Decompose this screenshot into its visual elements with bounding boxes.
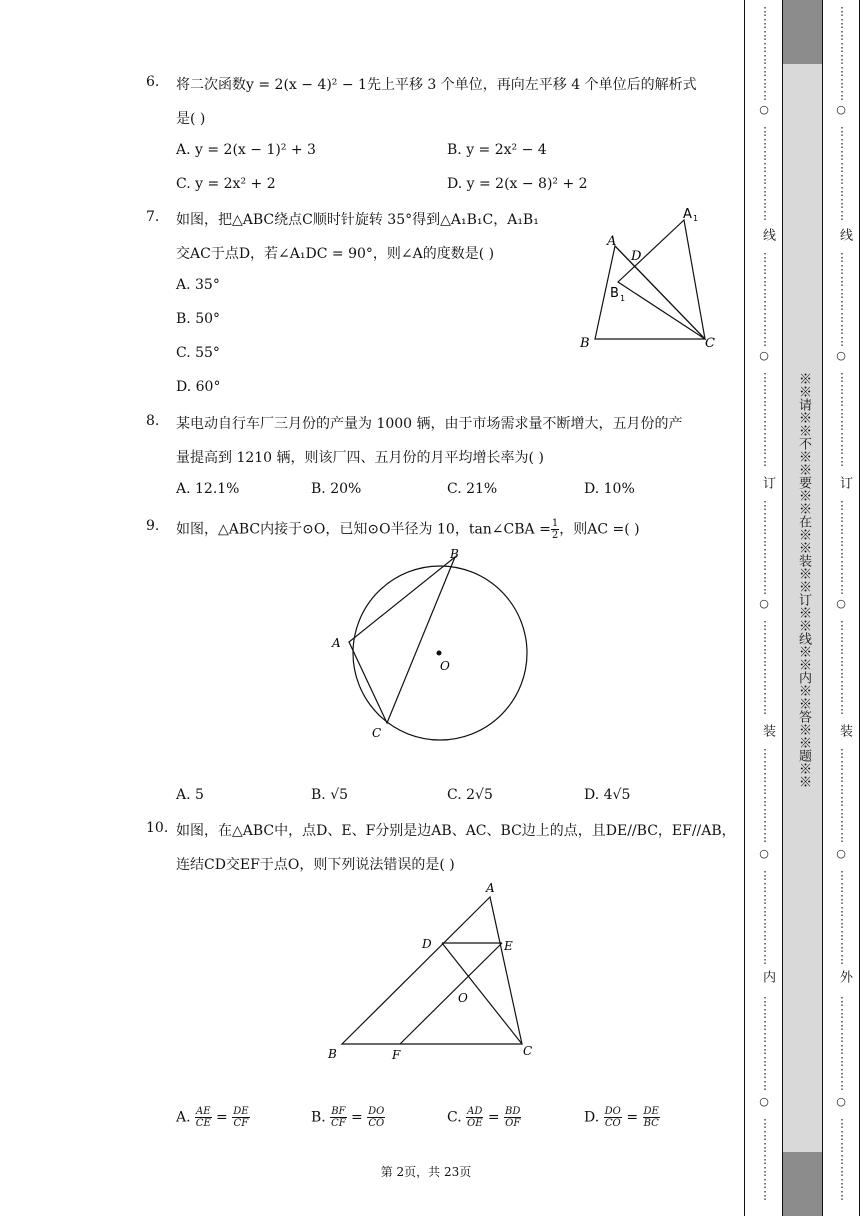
binding-outer-circle-4: ○	[836, 847, 846, 860]
q10-option-a-frac1-den: CE	[195, 1118, 211, 1129]
q6-number: 6.	[146, 74, 160, 90]
q9-stem-text-b: ，则AC =( )	[559, 521, 640, 538]
q9-label-a: A	[332, 636, 341, 650]
binding-warning-text: ※※请※※不※※要※※在※※装※※订※※线※※内※※答※※题※※	[796, 372, 811, 788]
q10-segment-cd	[442, 943, 522, 1044]
q8-option-a: A. 12.1%	[176, 481, 240, 497]
q10-label-b: B	[328, 1047, 337, 1061]
binding-outer-dots-1: ⋮ ⋮ ⋮ ⋮ ⋮ ⋮ ⋮ ⋮	[836, 5, 848, 102]
q10-option-b-frac2-den: CO	[368, 1118, 385, 1129]
binding-border-mid-right	[822, 0, 823, 1216]
binding-inner-label-ding: 订	[760, 476, 775, 489]
q10-label-c: C	[523, 1044, 533, 1058]
q10-stem-line2: 连结CD交EF于点O，则下列说法错误的是( )	[176, 857, 455, 873]
page-footer: 第 2页，共 23页	[380, 1165, 472, 1179]
q7-label-a1-sub: 1	[693, 214, 699, 223]
q10-label-a: A	[486, 881, 495, 895]
q6-option-a: A. y = 2(x − 1)² + 3	[176, 142, 316, 158]
binding-outer-label-ding: 订	[837, 476, 852, 489]
q7-option-c: C. 55°	[176, 345, 220, 361]
q7-label-b1-sub: 1	[620, 294, 626, 303]
q10-option-b	[311, 1106, 385, 1129]
q9-figure	[320, 548, 540, 748]
q8-stem-line1: 某电动自行车厂三月份的产量为 1000 辆，由于市场需求量不断增大，五月份的产	[176, 416, 683, 432]
binding-inner-circle-2: ○	[759, 349, 769, 362]
binding-outer-label-zhuang: 装	[837, 724, 852, 737]
q9-option-b: B. √5	[311, 787, 349, 803]
q10-option-b-equals: =	[350, 1109, 363, 1126]
q7-label-b1: B	[610, 286, 619, 301]
q8-stem-line2: 量提高到 1210 辆，则该厂四、五月份的月平均增长率为( )	[176, 450, 544, 466]
q10-option-d-frac1-num: DO	[604, 1106, 621, 1117]
q9-option-a: A. 5	[176, 787, 204, 803]
binding-outer-circle-3: ○	[836, 597, 846, 610]
q10-option-c-letter: C.	[447, 1109, 462, 1126]
binding-outer-dots-5: ⋮ ⋮ ⋮ ⋮ ⋮ ⋮ ⋮ ⋮	[836, 499, 848, 596]
q10-label-f: F	[392, 1048, 401, 1062]
binding-border-left	[744, 0, 745, 1216]
binding-outer-dots-2: ⋮ ⋮ ⋮ ⋮ ⋮ ⋮ ⋮ ⋮	[836, 125, 848, 222]
binding-inner-dots-6: ⋮ ⋮ ⋮ ⋮ ⋮ ⋮ ⋮ ⋮	[759, 619, 771, 716]
q10-option-c-frac1-den: OE	[467, 1118, 483, 1129]
q10-option-d-frac2-den: BC	[643, 1118, 659, 1129]
q10-option-d	[584, 1106, 660, 1129]
binding-outer-dots-4: ⋮ ⋮ ⋮ ⋮ ⋮ ⋮ ⋮ ⋮	[836, 371, 848, 468]
binding-inner-dots-8: ⋮ ⋮ ⋮ ⋮ ⋮ ⋮ ⋮ ⋮	[759, 869, 771, 966]
q10-option-a-frac2-den: CF	[233, 1118, 249, 1129]
binding-strip	[744, 0, 860, 1216]
q10-option-b-frac1-den: CF	[331, 1118, 346, 1129]
binding-outer-dots-3: ⋮ ⋮ ⋮ ⋮ ⋮ ⋮ ⋮ ⋮	[836, 251, 848, 348]
q10-option-b-frac1	[330, 1106, 346, 1129]
q9-label-c: C	[372, 726, 382, 740]
q10-option-c-frac2	[504, 1106, 521, 1129]
q9-label-o: O	[440, 659, 450, 673]
binding-inner-circle-5: ○	[759, 1095, 769, 1108]
q9-triangle-abc	[349, 557, 455, 723]
q8-option-c: C. 21%	[447, 481, 498, 497]
q10-option-a-frac1	[195, 1106, 212, 1129]
q10-label-d: D	[422, 937, 432, 951]
q10-option-a-frac2-num: DE	[233, 1106, 249, 1117]
q10-triangle-abc	[342, 897, 522, 1044]
q10-option-a-frac1-num: AE	[196, 1106, 211, 1117]
binding-inner-circle-4: ○	[759, 847, 769, 860]
binding-outer-dots-9: ⋮ ⋮ ⋮ ⋮ ⋮ ⋮ ⋮ ⋮	[836, 995, 848, 1092]
q10-option-c-frac2-den: OF	[505, 1118, 521, 1129]
q9-fraction	[551, 518, 559, 541]
q10-option-a-frac2	[232, 1106, 249, 1129]
binding-inner-circle-3: ○	[759, 597, 769, 610]
q10-option-a-equals: =	[216, 1109, 228, 1126]
binding-outer-circle-1: ○	[836, 103, 846, 116]
q7-option-d: D. 60°	[176, 379, 221, 395]
binding-inner-label-xian: 线	[760, 228, 775, 241]
q9-label-b: B	[450, 548, 459, 561]
q6-stem-line1: 将二次函数y = 2(x − 4)² − 1先上平移 3 个单位，再向左平移 4 个单位后的解析式	[176, 77, 697, 93]
q10-option-c-equals: =	[487, 1109, 500, 1126]
binding-inner-dots-10: ⋮ ⋮ ⋮ ⋮ ⋮ ⋮ ⋮	[759, 1117, 771, 1202]
q10-option-d-equals: =	[626, 1109, 639, 1126]
q10-option-c	[447, 1106, 521, 1129]
binding-inner-label-nei: 内	[760, 970, 775, 983]
q9-number: 9.	[146, 518, 160, 534]
q10-option-b-letter: B.	[311, 1109, 326, 1126]
binding-inner-dots-3: ⋮ ⋮ ⋮ ⋮ ⋮ ⋮ ⋮ ⋮	[759, 251, 771, 348]
q7-stem-line1: 如图，把△ABC绕点C顺时针旋转 35°得到△A₁B₁C，A₁B₁	[176, 212, 539, 228]
q10-option-c-frac1	[466, 1106, 483, 1129]
q7-option-a: A. 35°	[176, 277, 220, 293]
q9-stem-line1	[176, 518, 640, 541]
binding-dark-block-bottom	[783, 1152, 822, 1216]
q10-number: 10.	[146, 820, 169, 836]
q7-option-b: B. 50°	[176, 311, 221, 327]
q9-option-c: C. 2√5	[447, 787, 493, 803]
q9-fraction-denominator: 2	[551, 530, 559, 541]
binding-dark-block-top	[783, 0, 822, 64]
q7-triangle-a1b1c	[618, 220, 705, 339]
binding-inner-dots-9: ⋮ ⋮ ⋮ ⋮ ⋮ ⋮ ⋮ ⋮	[759, 995, 771, 1092]
q10-label-o: O	[458, 991, 468, 1005]
q10-option-b-frac1-num: BF	[331, 1106, 346, 1117]
q9-fraction-numerator: 1	[551, 518, 559, 529]
q8-number: 8.	[146, 413, 160, 429]
q10-stem-line1: 如图，在△ABC中，点D、E、F分别是边AB、AC、BC边上的点，且DE//BC，EF//AB，	[176, 823, 736, 839]
binding-outer-label-xian: 线	[837, 228, 852, 241]
q6-option-c: C. y = 2x² + 2	[176, 176, 276, 192]
q7-figure	[570, 200, 730, 360]
q7-stem-line2: 交AC于点D，若∠A₁DC = 90°，则∠A的度数是( )	[176, 246, 495, 262]
binding-inner-dots-7: ⋮ ⋮ ⋮ ⋮ ⋮ ⋮ ⋮ ⋮	[759, 747, 771, 844]
binding-inner-dots-4: ⋮ ⋮ ⋮ ⋮ ⋮ ⋮ ⋮ ⋮	[759, 371, 771, 468]
q10-option-b-frac2-num: DO	[368, 1106, 385, 1117]
q8-option-b: B. 20%	[311, 481, 362, 497]
q10-option-c-frac1-num: AD	[467, 1106, 483, 1117]
q10-label-e: E	[504, 939, 513, 953]
q9-option-d: D. 4√5	[584, 787, 631, 803]
q7-label-a: A	[607, 234, 617, 249]
q7-label-b: B	[580, 336, 590, 351]
q10-option-b-frac2	[367, 1106, 385, 1129]
q10-option-d-frac2	[643, 1106, 660, 1129]
binding-outer-dots-6: ⋮ ⋮ ⋮ ⋮ ⋮ ⋮ ⋮ ⋮	[836, 619, 848, 716]
binding-inner-label-zhuang: 装	[760, 724, 775, 737]
q6-stem-line2: 是( )	[176, 111, 206, 127]
q10-option-d-frac2-num: DE	[643, 1106, 659, 1117]
q9-stem-text-a: 如图，△ABC内接于⊙O，已知⊙O半径为 10，tan∠CBA =	[176, 521, 551, 538]
q8-option-d: D. 10%	[584, 481, 635, 497]
binding-outer-dots-8: ⋮ ⋮ ⋮ ⋮ ⋮ ⋮ ⋮ ⋮	[836, 869, 848, 966]
q10-option-d-frac1-den: CO	[604, 1118, 621, 1129]
q7-label-d: D	[631, 249, 642, 264]
binding-outer-dots-7: ⋮ ⋮ ⋮ ⋮ ⋮ ⋮ ⋮ ⋮	[836, 747, 848, 844]
q10-figure	[322, 878, 544, 1064]
binding-inner-dots-5: ⋮ ⋮ ⋮ ⋮ ⋮ ⋮ ⋮ ⋮	[759, 499, 771, 596]
q6-option-b: B. y = 2x² − 4	[447, 142, 547, 158]
q7-label-c: C	[705, 336, 715, 351]
q7-number: 7.	[146, 209, 160, 225]
q10-option-d-frac1	[604, 1106, 622, 1129]
q10-option-c-frac2-num: BD	[505, 1106, 521, 1117]
binding-outer-label-wai: 外	[837, 970, 852, 983]
q10-option-a	[176, 1106, 250, 1129]
q6-option-d: D. y = 2(x − 8)² + 2	[447, 176, 588, 192]
binding-inner-dots-1: ⋮ ⋮ ⋮ ⋮ ⋮ ⋮ ⋮ ⋮	[759, 5, 771, 102]
q7-label-a1: A	[683, 207, 692, 222]
binding-inner-dots-2: ⋮ ⋮ ⋮ ⋮ ⋮ ⋮ ⋮ ⋮	[759, 125, 771, 222]
binding-outer-circle-2: ○	[836, 349, 846, 362]
binding-outer-circle-5: ○	[836, 1095, 846, 1108]
binding-outer-dots-10: ⋮ ⋮ ⋮ ⋮ ⋮ ⋮ ⋮	[836, 1117, 848, 1202]
q10-option-a-letter: A.	[176, 1109, 191, 1126]
q10-segment-ef	[400, 943, 502, 1044]
q9-center-dot	[437, 651, 442, 656]
q10-option-d-letter: D.	[584, 1109, 600, 1126]
binding-inner-circle-1: ○	[759, 103, 769, 116]
